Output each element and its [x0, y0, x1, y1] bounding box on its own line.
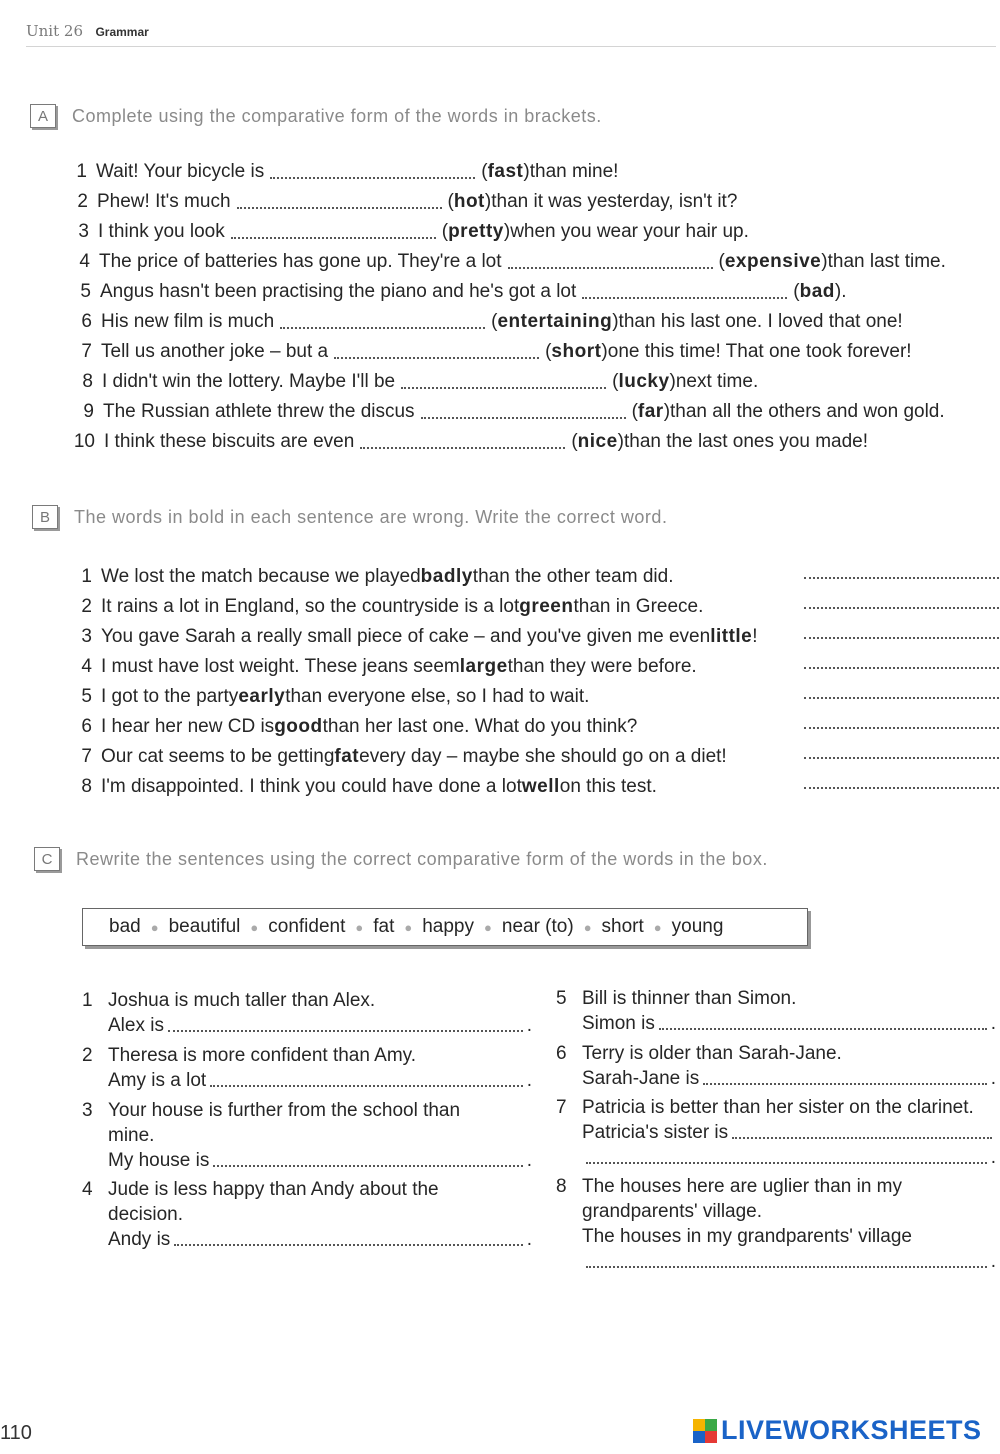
prompt-text: The houses in my grandparents' village — [582, 1226, 912, 1247]
prompt-line — [582, 1041, 996, 1066]
answer-blank[interactable] — [174, 1232, 522, 1246]
answer-blank[interactable] — [804, 565, 999, 579]
answer-blank[interactable] — [237, 195, 442, 209]
sentence-end: than it was yesterday, isn't it? — [491, 191, 738, 212]
sentence-start: The price of batteries has gone up. They're a lot — [99, 251, 502, 272]
sentence-start: Phew! It's much — [97, 191, 231, 212]
answer-blank[interactable] — [360, 435, 565, 449]
sentence-end: one this time! That one took forever! — [607, 341, 912, 362]
answer-line: Amy is a lot . — [108, 1070, 532, 1091]
sentence-end: . — [841, 281, 847, 302]
wrong-word: fat — [334, 746, 360, 767]
box-word: short — [601, 916, 644, 937]
item-number: 2 — [81, 596, 92, 617]
box-word: bad — [109, 916, 141, 937]
prompt-text: Your house is further from the school than — [108, 1100, 461, 1121]
item-number: 4 — [81, 656, 92, 677]
prompt-line — [582, 1224, 996, 1249]
exercise-a-instruction: Complete using the comparative form of the words in brackets. — [72, 105, 602, 126]
wrong-word: well — [521, 776, 560, 797]
box-word: young — [671, 916, 724, 937]
prompt-text: mine. — [108, 1125, 155, 1146]
item-number: 8 — [556, 1176, 567, 1197]
answer-blank[interactable] — [804, 595, 999, 609]
prompt-text: Joshua is much taller than Alex. — [108, 990, 376, 1011]
wrong-word: badly — [420, 566, 473, 587]
item-number: 3 — [82, 1100, 93, 1121]
item-text — [108, 988, 532, 1038]
exercise-a-letter: A — [30, 104, 56, 128]
answer-blank[interactable] — [732, 1125, 992, 1139]
bracket-word: hot — [453, 191, 485, 212]
item-number: 4 — [79, 251, 90, 272]
bullet-separator: ● — [583, 919, 592, 935]
exercise-b-letter: B — [32, 505, 58, 529]
bracket-word: entertaining — [497, 311, 613, 332]
item-number: 1 — [81, 566, 92, 587]
sentence-end: than the last ones you made! — [624, 431, 868, 452]
answer-blank[interactable] — [210, 1073, 523, 1087]
answer-stem: My house is — [108, 1150, 210, 1171]
sentence-start: I think these biscuits are even — [104, 431, 355, 452]
item-number: 1 — [76, 161, 87, 182]
answer-blank[interactable] — [270, 165, 475, 179]
sentence-end: when you wear your hair up. — [510, 221, 749, 242]
bullet-separator: ● — [404, 919, 413, 935]
item-number: 5 — [81, 686, 92, 707]
box-word: confident — [268, 916, 346, 937]
exercise-a-item: 10 I think these biscuits are even ( nice ) than the last ones you made! — [69, 427, 868, 457]
answer-line: Alex is . — [108, 1015, 532, 1036]
item-number: 6 — [81, 311, 92, 332]
item-number: 9 — [83, 401, 94, 422]
item-number: 2 — [82, 1045, 93, 1066]
answer-blank[interactable] — [168, 1018, 523, 1032]
prompt-line — [108, 1177, 532, 1202]
exercise-b-item — [72, 772, 997, 802]
item-text — [108, 1098, 532, 1173]
item-text — [582, 1041, 996, 1091]
sentence-end: next time. — [675, 371, 759, 392]
bracket-word: bad — [799, 281, 835, 302]
answer-blank[interactable] — [804, 625, 999, 639]
sentence-start: Tell us another joke – but a — [101, 341, 329, 362]
answer-line: Sarah-Jane is . — [582, 1068, 996, 1089]
item-number: 4 — [82, 1179, 93, 1200]
answer-line: My house is . — [108, 1150, 532, 1171]
item-text — [108, 1043, 532, 1093]
prompt-line — [108, 1123, 532, 1148]
sentence-end: ! — [752, 626, 758, 647]
answer-stem: Simon is — [582, 1013, 655, 1034]
bullet-separator: ● — [150, 919, 159, 935]
item-number: 8 — [81, 776, 92, 797]
sentence-end: than in Greece. — [573, 596, 704, 617]
exercise-a-item: 6 His new film is much ( entertaining ) than his last one. I loved that one! — [66, 307, 903, 337]
answer-blank[interactable] — [804, 655, 999, 669]
answer-stem: Amy is a lot — [108, 1070, 207, 1091]
sentence-end: than all the others and won gold. — [670, 401, 945, 422]
exercise-b-item — [72, 682, 997, 712]
answer-blank[interactable] — [586, 1150, 987, 1164]
bracket-word: far — [637, 401, 664, 422]
wrong-word: good — [274, 716, 323, 737]
exercise-a-item: 3 I think you look ( pretty ) when you wear your hair up. — [63, 217, 749, 247]
answer-blank[interactable] — [421, 405, 626, 419]
item-number: 7 — [81, 341, 92, 362]
answer-blank[interactable] — [280, 315, 485, 329]
prompt-line — [108, 1202, 532, 1227]
sentence-end: than mine! — [529, 161, 619, 182]
sentence-start: Angus hasn't been practising the piano and he's got a lot — [100, 281, 577, 302]
answer-line: . — [582, 1145, 996, 1170]
prompt-text: Theresa is more confident than Amy. — [108, 1045, 417, 1066]
prompt-text: Jude is less happy than Andy about the — [108, 1179, 439, 1200]
prompt-line — [582, 1199, 996, 1224]
sentence-end: than her last one. What do you think? — [322, 716, 638, 737]
sentence-start: Our cat seems to be getting — [101, 746, 335, 767]
item-number: 7 — [556, 1097, 567, 1118]
sentence-end: than everyone else, so I had to wait. — [285, 686, 590, 707]
answer-blank[interactable] — [804, 715, 999, 729]
answer-line: Andy is . — [108, 1229, 532, 1250]
bullet-separator: ● — [250, 919, 259, 935]
word-box — [82, 908, 808, 946]
page-header — [26, 22, 996, 47]
answer-blank[interactable] — [586, 1254, 987, 1268]
sentence-end: than the other team did. — [472, 566, 674, 587]
item-text — [582, 1174, 996, 1274]
unit-label: Unit 26 — [26, 22, 83, 40]
section-label: Grammar — [95, 25, 149, 39]
exercise-a-item: 1 Wait! Your bicycle is ( fast ) than mine! — [61, 157, 618, 187]
answer-stem: Andy is — [108, 1229, 171, 1250]
wrong-word: large — [459, 656, 508, 677]
answer-blank[interactable] — [213, 1153, 522, 1167]
answer-blank[interactable] — [334, 345, 539, 359]
answer-stem: Alex is — [108, 1015, 164, 1036]
answer-blank[interactable] — [804, 685, 999, 699]
box-word: beautiful — [168, 916, 241, 937]
exercise-c-heading — [34, 847, 768, 871]
item-number: 8 — [82, 371, 93, 392]
bracket-word: short — [551, 341, 602, 362]
sentence-end: every day – maybe she should go on a diet! — [359, 746, 727, 767]
answer-line: . — [582, 1249, 996, 1274]
page-number: 110 — [0, 1422, 32, 1444]
prompt-text: Bill is thinner than Simon. — [582, 988, 797, 1009]
prompt-text: Patricia is better than her sister on the clarinet. — [582, 1097, 974, 1118]
bracket-word: expensive — [724, 251, 822, 272]
sentence-start: I'm disappointed. I think you could have done a lot — [101, 776, 522, 797]
sentence-start: I didn't win the lottery. Maybe I'll be — [102, 371, 396, 392]
sentence-start: Wait! Your bicycle is — [96, 161, 265, 182]
prompt-text: The houses here are uglier than in my — [582, 1176, 903, 1197]
prompt-line — [108, 1043, 532, 1068]
sentence-start: I think you look — [98, 221, 225, 242]
sentence-start: We lost the match because we played — [101, 566, 421, 587]
bullet-separator: ● — [484, 919, 492, 935]
item-number: 5 — [556, 988, 567, 1009]
exercise-a-item: 5 Angus hasn't been practising the piano and he's got a lot ( bad ) . — [65, 277, 846, 307]
sentence-end: than his last one. I loved that one! — [618, 311, 903, 332]
exercise-a-item: 7 Tell us another joke – but a ( short ) one this time! That one took forever! — [66, 337, 912, 367]
sentence-end: than they were before. — [507, 656, 697, 677]
answer-blank[interactable] — [804, 775, 999, 789]
item-text — [582, 1095, 996, 1170]
prompt-text: decision. — [108, 1204, 183, 1225]
answer-line: Simon is . — [582, 1013, 996, 1034]
answer-blank[interactable] — [508, 255, 713, 269]
item-number: 1 — [82, 990, 93, 1011]
sentence-start: You gave Sarah a really small piece of cake – and you've given me even — [101, 626, 711, 647]
prompt-text: Terry is older than Sarah-Jane. — [582, 1043, 842, 1064]
prompt-line — [582, 986, 996, 1011]
brand-mark-icon — [693, 1419, 717, 1443]
exercise-b-item — [72, 622, 997, 652]
sentence-start: I must have lost weight. These jeans seem — [101, 656, 460, 677]
answer-blank[interactable] — [804, 745, 999, 759]
sentence-start: His new film is much — [101, 311, 275, 332]
wrong-word: green — [519, 596, 574, 617]
prompt-line — [108, 988, 532, 1013]
answer-blank[interactable] — [582, 285, 787, 299]
item-number: 7 — [81, 746, 92, 767]
sentence-start: I got to the party — [101, 686, 239, 707]
prompt-line — [582, 1174, 996, 1199]
item-text — [582, 986, 996, 1036]
answer-blank[interactable] — [659, 1016, 987, 1030]
item-number: 5 — [80, 281, 91, 302]
item-number: 3 — [81, 626, 92, 647]
bracket-word: nice — [577, 431, 618, 452]
exercise-b-item — [72, 742, 997, 772]
exercise-b-item — [72, 592, 997, 622]
brand-logo[interactable] — [693, 1415, 982, 1446]
exercise-c-instruction: Rewrite the sentences using the correct comparative form of the words in the box. — [76, 848, 768, 869]
brand-name: LIVEWORKSHEETS — [721, 1415, 982, 1445]
exercise-b-instruction: The words in bold in each sentence are wrong. Write the correct word. — [74, 506, 668, 527]
wrong-word: little — [710, 626, 753, 647]
sentence-start: It rains a lot in England, so the countryside is a lot — [101, 596, 520, 617]
prompt-line — [582, 1095, 996, 1120]
box-word: happy — [422, 916, 475, 937]
bracket-word: lucky — [618, 371, 670, 392]
answer-stem: Sarah-Jane is — [582, 1068, 700, 1089]
exercise-b-item — [72, 562, 997, 592]
item-number: 3 — [78, 221, 89, 242]
answer-blank[interactable] — [401, 375, 606, 389]
sentence-end: than last time. — [827, 251, 946, 272]
item-number: 6 — [81, 716, 92, 737]
sentence-end: on this test. — [559, 776, 657, 797]
exercise-a-item: 4 The price of batteries has gone up. They're a lot ( expensive ) than last time. — [64, 247, 946, 277]
bullet-separator: ● — [355, 919, 364, 935]
answer-stem: Patricia's sister is — [582, 1122, 729, 1143]
bracket-word: pretty — [448, 221, 504, 242]
item-number: 2 — [77, 191, 88, 212]
prompt-line — [108, 1098, 532, 1123]
sentence-start: The Russian athlete threw the discus — [103, 401, 415, 422]
box-word: fat — [373, 916, 395, 937]
exercise-b-heading — [32, 505, 667, 529]
bullet-separator: ● — [653, 919, 662, 935]
exercise-b-item — [72, 652, 997, 682]
exercise-c-letter: C — [34, 847, 60, 871]
wrong-word: early — [238, 686, 286, 707]
exercise-a-item: 8 I didn't win the lottery. Maybe I'll be ( lucky ) next time. — [67, 367, 758, 397]
item-text — [108, 1177, 532, 1252]
sentence-start: I hear her new CD is — [101, 716, 275, 737]
item-number: 10 — [73, 431, 95, 452]
exercise-a-item: 2 Phew! It's much ( hot ) than it was yesterday, isn't it? — [62, 187, 737, 217]
exercise-b-item — [72, 712, 997, 742]
answer-line — [582, 1120, 996, 1145]
item-number: 6 — [556, 1043, 567, 1064]
answer-blank[interactable] — [231, 225, 436, 239]
exercise-a-item: 9 The Russian athlete threw the discus ( far ) than all the others and won gold. — [68, 397, 945, 427]
exercise-a-heading — [30, 104, 602, 128]
prompt-text: grandparents' village. — [582, 1201, 763, 1222]
bracket-word: fast — [487, 161, 524, 182]
box-word: near (to) — [501, 916, 574, 937]
answer-blank[interactable] — [703, 1071, 986, 1085]
